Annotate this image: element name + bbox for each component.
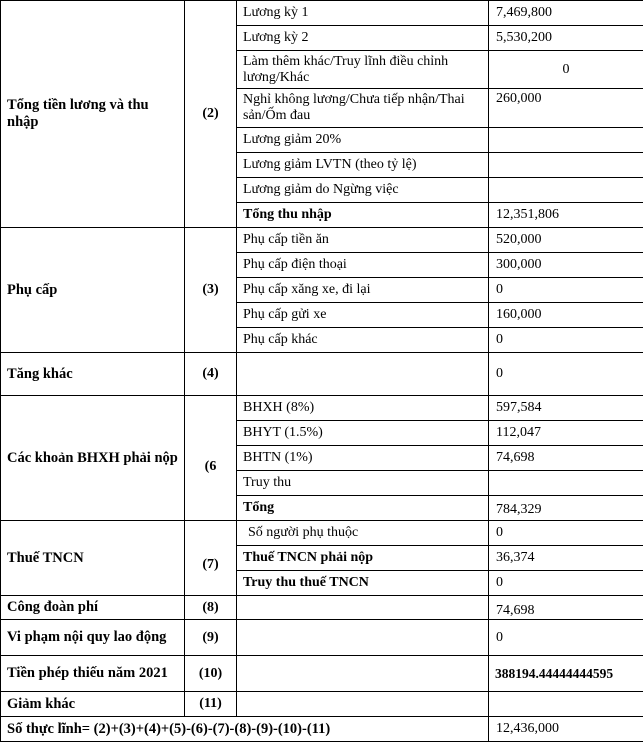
item-label: BHXH (8%) — [237, 396, 489, 421]
item-value: 0 — [489, 278, 643, 303]
table-row — [1, 353, 643, 396]
item-label: Truy thu — [237, 471, 489, 496]
table-row — [1, 521, 643, 546]
item-label — [237, 656, 489, 692]
item-label — [237, 596, 489, 620]
item-value: 300,000 — [489, 253, 643, 278]
item-value: 260,000 — [489, 89, 643, 128]
code-insurance: (6 — [185, 396, 237, 521]
code-other-decrease: (11) — [185, 692, 237, 717]
code-tax: (7) — [185, 521, 237, 596]
item-label — [237, 692, 489, 717]
table-row — [1, 656, 643, 692]
item-label: BHYT (1.5%) — [237, 421, 489, 446]
code-leave-shortfall: (10) — [185, 656, 237, 692]
item-value — [489, 692, 643, 717]
table-row — [1, 620, 643, 656]
table-row — [1, 692, 643, 717]
item-value — [489, 471, 643, 496]
item-value: 74,698 — [489, 596, 643, 620]
item-value — [489, 153, 643, 178]
item-label: Truy thu thuế TNCN — [237, 571, 489, 596]
item-value: 36,374 — [489, 546, 643, 571]
item-label — [237, 353, 489, 396]
item-label: Lương giảm 20% — [237, 128, 489, 153]
item-value: 0 — [489, 571, 643, 596]
item-label: Phụ cấp điện thoại — [237, 253, 489, 278]
item-label-total: Tổng thu nhập — [237, 203, 489, 228]
table-row — [1, 228, 643, 253]
item-value: 112,047 — [489, 421, 643, 446]
item-label: Lương kỳ 2 — [237, 26, 489, 51]
code-allowance: (3) — [185, 228, 237, 353]
net-pay-label: Số thực lĩnh= (2)+(3)+(4)+(5)-(6)-(7)-(8)-(9)-(10)-(11) — [1, 717, 489, 742]
category-tax: Thuế TNCN — [1, 521, 185, 596]
item-label: Số người phụ thuộc — [237, 521, 489, 546]
category-leave-shortfall: Tiền phép thiếu năm 2021 — [1, 656, 185, 692]
category-violation: Vi phạm nội quy lao động — [1, 620, 185, 656]
item-value-total: 12,351,806 — [489, 203, 643, 228]
item-value: 520,000 — [489, 228, 643, 253]
category-union-fee: Công đoàn phí — [1, 596, 185, 620]
item-label: Phụ cấp gửi xe — [237, 303, 489, 328]
code-income: (2) — [185, 1, 237, 228]
item-label: Phụ cấp khác — [237, 328, 489, 353]
item-label-total: Tổng — [237, 496, 489, 521]
item-value: 160,000 — [489, 303, 643, 328]
category-insurance: Các khoản BHXH phải nộp — [1, 396, 185, 521]
table-row-net — [1, 717, 643, 742]
category-other-increase: Tăng khác — [1, 353, 185, 396]
code-other-increase: (4) — [185, 353, 237, 396]
item-label — [237, 620, 489, 656]
item-value: 388194.44444444595 — [489, 656, 643, 692]
item-value: 0 — [489, 620, 643, 656]
item-label: Thuế TNCN phải nộp — [237, 546, 489, 571]
category-income: Tổng tiền lương và thu nhập — [1, 1, 185, 228]
item-label: Nghỉ không lương/Chưa tiếp nhận/Thai sản/Ốm đau — [237, 89, 489, 128]
item-value: 597,584 — [489, 396, 643, 421]
table-row — [1, 396, 643, 421]
code-union-fee: (8) — [185, 596, 237, 620]
item-value: 0 — [489, 328, 643, 353]
item-label: Lương kỳ 1 — [237, 1, 489, 26]
item-label: Lương giảm do Ngừng việc — [237, 178, 489, 203]
item-label: Phụ cấp xăng xe, đi lại — [237, 278, 489, 303]
table-row — [1, 596, 643, 620]
item-value: 7,469,800 — [489, 1, 643, 26]
item-value: 5,530,200 — [489, 26, 643, 51]
item-value: 0 — [489, 521, 643, 546]
item-value — [489, 128, 643, 153]
category-other-decrease: Giảm khác — [1, 692, 185, 717]
net-pay-value: 12,436,000 — [489, 717, 643, 742]
item-label: Phụ cấp tiền ăn — [237, 228, 489, 253]
item-value: 0 — [489, 51, 643, 89]
table-row — [1, 1, 643, 26]
item-label: Lương giảm LVTN (theo tỷ lệ) — [237, 153, 489, 178]
code-violation: (9) — [185, 620, 237, 656]
category-allowance: Phụ cấp — [1, 228, 185, 353]
item-value: 0 — [489, 353, 643, 396]
item-label: BHTN (1%) — [237, 446, 489, 471]
item-value: 74,698 — [489, 446, 643, 471]
item-value — [489, 178, 643, 203]
item-value-total: 784,329 — [489, 496, 643, 521]
item-label: Làm thêm khác/Truy lĩnh điều chỉnh lương/Khác — [237, 51, 489, 89]
